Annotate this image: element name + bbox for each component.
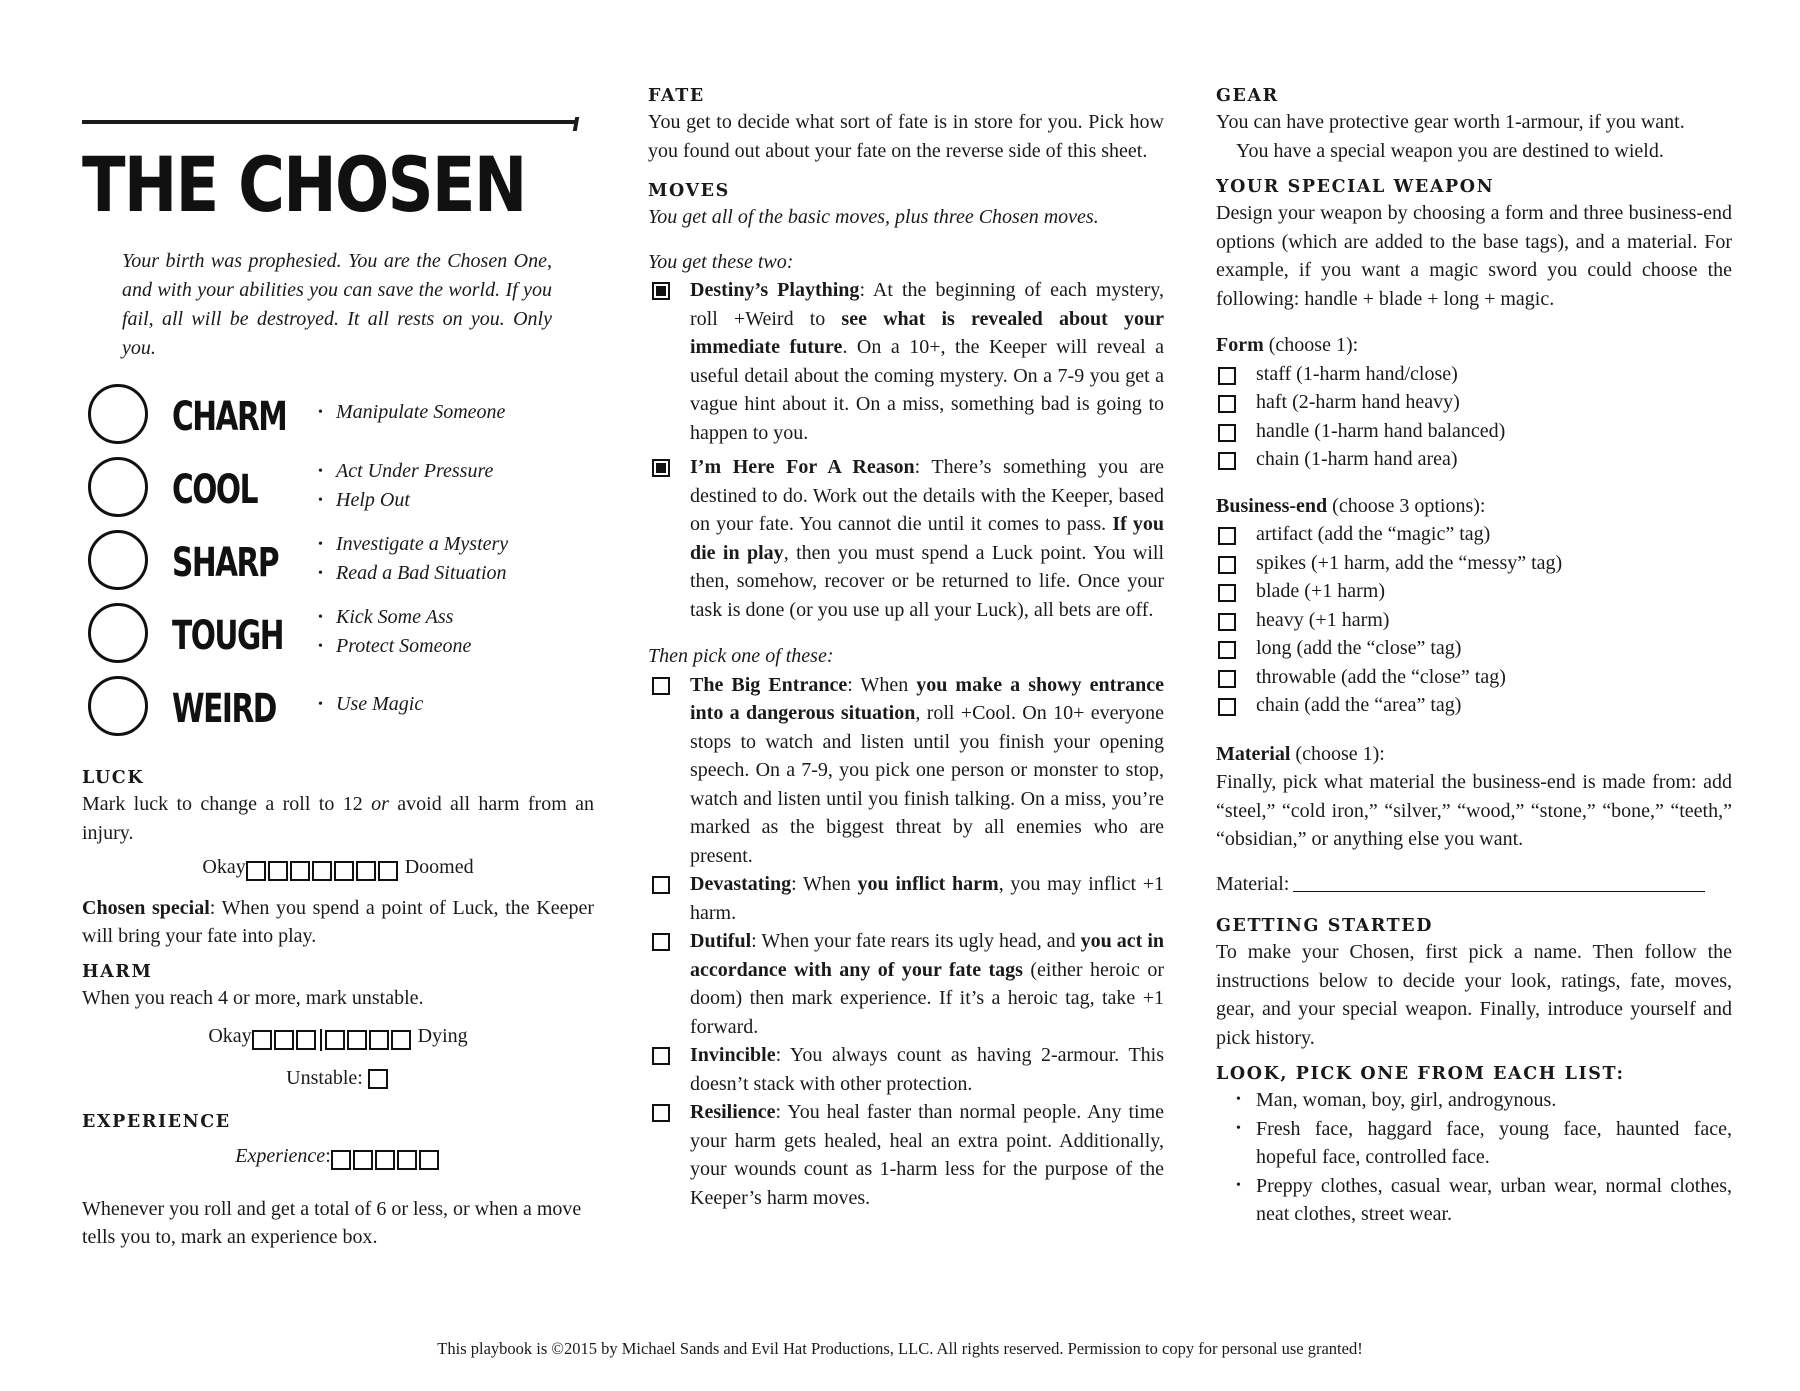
form-option[interactable] xyxy=(1216,388,1732,417)
harm-heading: HARM xyxy=(82,961,153,982)
move-name: Destiny’s Plaything xyxy=(690,279,860,301)
chosen-special xyxy=(82,894,594,951)
move-destinys-plaything xyxy=(648,276,1164,447)
special-weapon-heading: YOUR SPECIAL WEAPON xyxy=(1216,177,1495,197)
form-label: Form xyxy=(1216,334,1264,356)
form-label-row xyxy=(1216,331,1732,360)
business-option[interactable] xyxy=(1216,520,1732,549)
harm-box[interactable] xyxy=(325,1030,345,1050)
move-text: : When xyxy=(847,673,917,696)
luck-box[interactable] xyxy=(290,861,310,881)
fate-heading: FATE xyxy=(648,86,705,106)
harm-box[interactable] xyxy=(252,1030,272,1050)
business-option[interactable] xyxy=(1216,663,1732,692)
option-label: blade (+1 harm) xyxy=(1256,580,1386,602)
option-label: staff (1-harm hand/close) xyxy=(1256,362,1458,385)
harm-okay-label: Okay xyxy=(208,1025,252,1047)
move-text: : You always count as having 2-armour. This doesn’t stack with other protection. xyxy=(690,1044,1164,1095)
option-label: artifact (add the “magic” tag) xyxy=(1256,523,1491,545)
business-option[interactable] xyxy=(1216,634,1732,663)
getting-started-heading: GETTING STARTED xyxy=(1216,916,1433,936)
experience-label: Experience xyxy=(235,1145,326,1167)
move-checkbox[interactable] xyxy=(652,1104,670,1122)
form-option[interactable] xyxy=(1216,360,1732,389)
basic-move: • Use Magic xyxy=(318,690,423,719)
move-text: : There’s something you are destined to do. Work out the details with the Keeper, based on your fate. You cannot die until it comes to pass. xyxy=(690,456,1164,535)
luck-box[interactable] xyxy=(312,861,332,881)
move-devastating xyxy=(648,870,1164,927)
move-text: : When your fate rears its ugly head, and xyxy=(751,930,1081,952)
rating-name: COOL xyxy=(172,467,257,513)
harm-boxes xyxy=(252,1025,413,1054)
rating-cool xyxy=(88,457,588,521)
option-checkbox[interactable] xyxy=(1218,367,1236,385)
move-trigger: you inflict harm xyxy=(857,873,999,895)
rating-moves xyxy=(318,398,505,427)
column-right xyxy=(1216,84,1732,1229)
page-title: THE CHOSEN xyxy=(82,140,526,229)
chosen-special-text: : When you spend a point of Luck, the Keeper will bring your fate into play. xyxy=(82,896,594,947)
move-name: Invincible xyxy=(690,1044,776,1066)
basic-move: • Investigate a Mystery xyxy=(318,530,508,559)
rating-moves xyxy=(318,603,471,661)
option-checkbox[interactable] xyxy=(1218,395,1236,413)
luck-heading: LUCK xyxy=(82,768,145,788)
move-text: (either heroic or doom) then mark experience. If it’s a heroic tag, take +1 forward. xyxy=(690,958,1164,1038)
look-item: • Preppy clothes, casual wear, urban wear, normal clothes, neat clothes, street wear. xyxy=(1216,1172,1732,1229)
move-checkbox-checked[interactable] xyxy=(652,282,670,300)
unstable-label: Unstable: xyxy=(286,1066,363,1089)
form-option[interactable] xyxy=(1216,445,1732,474)
rating-moves xyxy=(318,530,508,588)
intro-text: Your birth was prophesied. You are the Chosen One, and with your abilities you can save the world. If you fail, all will be destroyed. It all rests on you. Only you. xyxy=(122,250,552,359)
business-option[interactable] xyxy=(1216,606,1732,635)
rating-weird xyxy=(88,676,588,740)
move-invincible xyxy=(648,1041,1164,1098)
luck-boxes xyxy=(246,856,400,885)
rating-charm-circle[interactable] xyxy=(88,384,148,444)
move-resilience xyxy=(648,1098,1164,1212)
form-option[interactable] xyxy=(1216,417,1732,446)
move-text: , you may inflict +1 harm. xyxy=(690,873,1164,924)
option-label: chain (1-harm hand area) xyxy=(1256,448,1458,470)
basic-move: • Kick Some Ass xyxy=(318,603,471,632)
luck-box[interactable] xyxy=(246,861,266,881)
move-name: I’m Here For A Reason xyxy=(690,456,915,478)
column-left xyxy=(82,766,594,1252)
harm-text: When you reach 4 or more, mark unstable. xyxy=(82,986,424,1009)
moves-heading: MOVES xyxy=(648,181,730,201)
move-name: Dutiful xyxy=(690,930,752,952)
luck-doomed-label: Doomed xyxy=(404,856,474,878)
harm-box[interactable] xyxy=(391,1030,411,1050)
material-text: Finally, pick what material the business-end is made from: add “steel,” “cold iron,” “silver,” “wood,” “stone,” “bone,” “teeth,” “obsidian,” or anything else you want. xyxy=(1216,771,1732,850)
rating-sharp-circle[interactable] xyxy=(88,530,148,590)
option-checkbox[interactable] xyxy=(1218,698,1236,716)
move-checkbox[interactable] xyxy=(652,677,670,695)
option-label: spikes (+1 harm, add the “messy” tag) xyxy=(1256,551,1563,574)
basic-move: • Help Out xyxy=(318,486,493,515)
experience-box[interactable] xyxy=(331,1150,351,1170)
business-option[interactable] xyxy=(1216,691,1732,720)
business-label-row xyxy=(1216,492,1732,521)
material-label: Material xyxy=(1216,742,1291,765)
option-label: long (add the “close” tag) xyxy=(1256,637,1462,659)
luck-text-a: Mark luck to change a roll to 12 xyxy=(82,793,372,815)
rating-cool-circle[interactable] xyxy=(88,457,148,517)
option-label: throwable (add the “close” tag) xyxy=(1256,665,1506,688)
move-big-entrance xyxy=(648,671,1164,871)
column-middle xyxy=(648,84,1164,1212)
rating-name: WEIRD xyxy=(172,686,276,732)
luck-text-or: or xyxy=(371,793,389,815)
material-label-row xyxy=(1216,740,1732,769)
material-choose: (choose 1): xyxy=(1290,742,1385,765)
move-text: : You heal faster than normal people. Any time your harm gets healed, heal an extra point. Additionally, your wounds count as 1-harm less for the purpose of the Keeper’s harm moves. xyxy=(690,1101,1164,1209)
gear-line-2: You have a special weapon you are destined to wield. xyxy=(1236,139,1664,162)
option-label: handle (1-harm hand balanced) xyxy=(1256,419,1506,442)
option-checkbox[interactable] xyxy=(1218,424,1236,442)
harm-box[interactable] xyxy=(296,1030,316,1050)
rating-tough-circle[interactable] xyxy=(88,603,148,663)
move-text: : When xyxy=(791,873,858,895)
moves-get-these: You get these two: xyxy=(648,250,794,273)
copyright-footer: This playbook is ©2015 by Michael Sands and Evil Hat Productions, LLC. All rights reserved. Permission to copy for personal use granted! xyxy=(437,1339,1363,1358)
chosen-special-label: Chosen special xyxy=(82,896,210,919)
basic-move: • Act Under Pressure xyxy=(318,457,493,486)
special-weapon-text: Design your weapon by choosing a form and three business-end options (which are added to the base tags), and a material. For example, if you want a magic sword you could choose the following: handle + blade + long + magic. xyxy=(1216,202,1732,310)
unstable-row xyxy=(82,1064,594,1093)
luck-box[interactable] xyxy=(268,861,288,881)
move-dutiful xyxy=(648,927,1164,1041)
move-name: The Big Entrance xyxy=(690,673,848,696)
option-checkbox[interactable] xyxy=(1218,527,1236,545)
fate-text: You get to decide what sort of fate is in store for you. Pick how you found out about your fate on the reverse side of this sheet. xyxy=(648,111,1164,162)
rating-weird-circle[interactable] xyxy=(88,676,148,736)
move-text: . On a 10+, the Keeper will reveal a useful detail about the coming mystery. On a 7-9 you get a vague hint about it. On a miss, something bad is going to happen to you. xyxy=(690,336,1165,444)
move-name: Devastating xyxy=(690,873,792,895)
move-trigger: you make a showy entrance into a dangerous situation xyxy=(690,673,1164,724)
getting-started-text: To make your Chosen, first pick a name. Then follow the instructions below to decide your look, ratings, fate, moves, gear, and your special weapon. Finally, introduce yourself and pick history. xyxy=(1216,941,1732,1049)
move-text: : At the beginning of each mystery, roll +Weird to xyxy=(690,279,1164,330)
harm-box[interactable] xyxy=(274,1030,294,1050)
move-trigger: you act in accordance with any of your fate tags xyxy=(690,930,1164,981)
look-item: • Man, woman, boy, girl, androgynous. xyxy=(1216,1086,1732,1115)
move-text: , then you must spend a Luck point. You will then, somehow, recover or be returned to life. Once your task is done (or you use up all your Luck), all bets are off. xyxy=(690,541,1165,621)
business-choose: (choose 3 options): xyxy=(1327,494,1486,517)
moves-intro: You get all of the basic moves, plus three Chosen moves. xyxy=(648,206,1099,228)
experience-track: Experience: xyxy=(82,1142,594,1174)
business-option[interactable] xyxy=(1216,549,1732,578)
business-label: Business-end xyxy=(1216,494,1328,517)
basic-move: • Protect Someone xyxy=(318,632,471,661)
unstable-box[interactable] xyxy=(368,1069,388,1089)
option-checkbox[interactable] xyxy=(1218,613,1236,631)
experience-box[interactable] xyxy=(353,1150,373,1170)
option-checkbox[interactable] xyxy=(1218,584,1236,602)
move-name: Resilience xyxy=(690,1101,776,1123)
option-checkbox[interactable] xyxy=(1218,556,1236,574)
option-checkbox[interactable] xyxy=(1218,641,1236,659)
experience-heading: EXPERIENCE xyxy=(82,1112,231,1132)
experience-box[interactable] xyxy=(419,1150,439,1170)
experience-text: Whenever you roll and get a total of 6 or less, or when a move tells you to, mark an experience box. xyxy=(82,1197,582,1248)
harm-box[interactable] xyxy=(347,1030,367,1050)
look-heading: LOOK, PICK ONE FROM EACH LIST: xyxy=(1216,1064,1625,1084)
luck-track xyxy=(82,853,594,885)
move-trigger: see what is revealed about your immediate future xyxy=(690,307,1164,358)
experience-box[interactable] xyxy=(397,1150,417,1170)
form-choose: (choose 1): xyxy=(1263,334,1359,356)
gear-line-1: You can have protective gear worth 1-armour, if you want. xyxy=(1216,111,1685,133)
luck-box[interactable] xyxy=(378,861,398,881)
luck-box[interactable] xyxy=(334,861,354,881)
luck-okay-label: Okay xyxy=(202,856,246,878)
basic-move: • Read a Bad Situation xyxy=(318,559,508,588)
harm-divider xyxy=(320,1029,322,1051)
rating-name: TOUGH xyxy=(172,613,284,659)
rating-name: SHARP xyxy=(172,540,279,586)
move-checkbox-checked[interactable] xyxy=(652,459,670,477)
rating-moves xyxy=(318,690,423,719)
move-checkbox[interactable] xyxy=(652,1047,670,1065)
luck-text-b: avoid all harm from an injury. xyxy=(82,793,594,844)
option-checkbox[interactable] xyxy=(1218,670,1236,688)
material-field-label: Material: xyxy=(1216,872,1290,895)
move-text: , roll +Cool. On 10+ everyone stops to watch and listen until you finish your opening speech. On a 7-9, you pick one person or monster to stop, watch and listen until you finish talking. On a miss, you’re marked as the biggest threat by all enemies who are present. xyxy=(690,702,1164,867)
harm-dying-label: Dying xyxy=(417,1025,468,1047)
luck-box[interactable] xyxy=(356,861,376,881)
gear-heading: GEAR xyxy=(1216,86,1279,106)
option-label: haft (2-harm hand heavy) xyxy=(1256,391,1460,413)
move-trigger: If you die in play xyxy=(690,513,1165,564)
option-label: heavy (+1 harm) xyxy=(1256,608,1390,631)
move-checkbox[interactable] xyxy=(652,876,670,894)
business-option[interactable] xyxy=(1216,577,1732,606)
title-rule-end xyxy=(573,117,579,131)
move-im-here-for-a-reason xyxy=(648,453,1164,624)
rating-tough xyxy=(88,603,588,667)
look-item: • Fresh face, haggard face, young face, haunted face, hopeful face, controlled face. xyxy=(1216,1115,1732,1172)
experience-boxes xyxy=(331,1145,441,1174)
harm-track xyxy=(82,1022,594,1054)
option-label: chain (add the “area” tag) xyxy=(1256,694,1462,716)
rating-sharp xyxy=(88,530,588,594)
move-checkbox[interactable] xyxy=(652,933,670,951)
rating-name: CHARM xyxy=(172,394,287,440)
luck-text xyxy=(82,790,594,847)
moves-pick-one: Then pick one of these: xyxy=(648,645,834,667)
basic-move: • Manipulate Someone xyxy=(318,398,505,427)
harm-box[interactable] xyxy=(369,1030,389,1050)
experience-box[interactable] xyxy=(375,1150,395,1170)
material-field-row xyxy=(1216,870,1732,899)
material-input-line[interactable] xyxy=(1293,872,1705,892)
option-checkbox[interactable] xyxy=(1218,452,1236,470)
title-rule xyxy=(82,120,578,124)
look-list xyxy=(1216,1086,1732,1229)
rating-moves xyxy=(318,457,493,515)
rating-charm xyxy=(88,384,588,448)
